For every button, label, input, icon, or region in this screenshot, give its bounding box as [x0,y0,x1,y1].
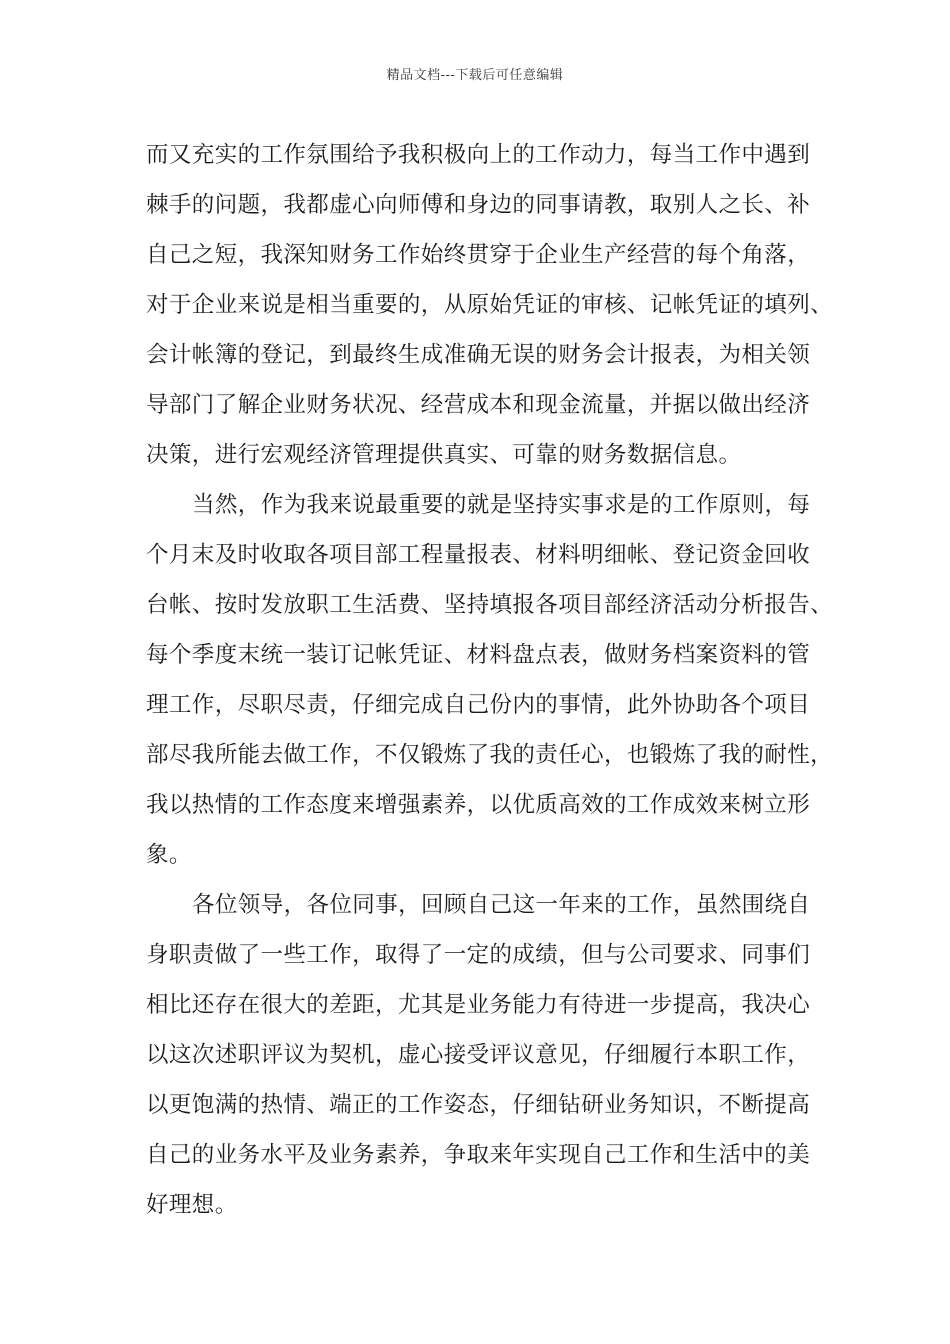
text-line: 对于企业来说是相当重要的，从原始凭证的审核、记帐凭证的填列、 [146,292,834,318]
page-header: 精品文档---下载后可任意编辑 [386,68,564,83]
paragraph-1 [146,130,834,480]
document-body [146,130,834,1230]
text-line: 当然，作为我来说最重要的就是坚持实事求是的工作原则，每 [192,492,811,518]
text-line: 棘手的问题，我都虚心向师傅和身边的同事请教，取别人之长、补 [146,192,811,218]
text-line: 自己的业务水平及业务素养，争取来年实现自己工作和生活中的美 [146,1142,811,1168]
text-line: 象。 [146,842,192,868]
text-line: 以更饱满的热情、端正的工作姿态，仔细钻研业务知识，不断提高 [146,1092,811,1118]
text-line: 导部门了解企业财务状况、经营成本和现金流量，并据以做出经济 [146,392,811,418]
text-line: 理工作，尽职尽责，仔细完成自己份内的事情，此外协助各个项目 [146,692,811,718]
paragraph-3 [146,880,826,1230]
paragraph-2 [146,480,834,880]
text-line: 个月末及时收取各项目部工程量报表、材料明细帐、登记资金回收 [146,542,811,568]
text-line: 台帐、按时发放职工生活费、坚持填报各项目部经济活动分析报告、 [146,592,834,618]
text-line: 好理想。 [146,1192,238,1218]
text-line: 而又充实的工作氛围给予我积极向上的工作动力，每当工作中遇到 [146,142,811,168]
text-line: 以这次述职评议为契机，虚心接受评议意见，仔细履行本职工作， [146,1042,811,1068]
text-line: 各位领导，各位同事，回顾自己这一年来的工作，虽然围绕自 [192,892,811,918]
text-line: 部尽我所能去做工作，不仅锻炼了我的责任心，也锻炼了我的耐性， [146,742,834,768]
text-line: 决策，进行宏观经济管理提供真实、可靠的财务数据信息。 [146,442,742,468]
text-line: 会计帐簿的登记，到最终生成准确无误的财务会计报表，为相关领 [146,342,811,368]
text-line: 自己之短，我深知财务工作始终贯穿于企业生产经营的每个角落， [146,242,811,268]
text-line: 相比还存在很大的差距，尤其是业务能力有待进一步提高，我决心 [146,992,811,1018]
text-line: 身职责做了一些工作，取得了一定的成绩，但与公司要求、同事们 [146,942,811,968]
text-line: 每个季度末统一装订记帐凭证、材料盘点表，做财务档案资料的管 [146,642,811,668]
text-line: 我以热情的工作态度来增强素养，以优质高效的工作成效来树立形 [146,792,811,818]
